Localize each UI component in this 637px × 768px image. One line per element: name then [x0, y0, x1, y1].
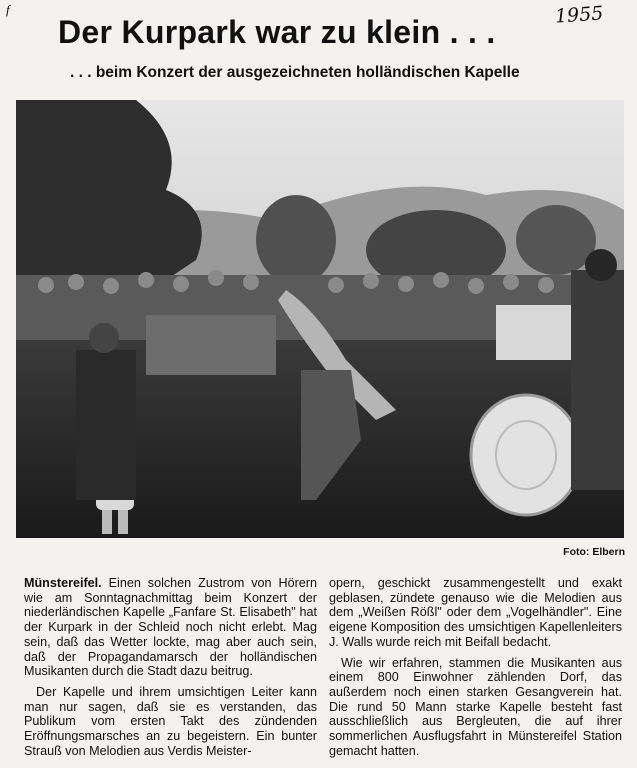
handwritten-year: 1955: [554, 2, 605, 28]
subheadline: . . . beim Konzert der ausgezeichneten holländischen Kapelle: [70, 64, 520, 81]
photo-credit: Foto: Elbern: [563, 546, 625, 558]
article-column-left: [24, 576, 317, 764]
article-column-right: [329, 576, 622, 764]
music-stands: [146, 315, 276, 375]
paragraph-4: Wie wir erfahren, stammen die Musikanten aus einem 800 Einwohner zählenden Dorf, das außerdem noch einen starken Gesangverein hat. Die rund 50 Mann starke Kapelle besteht fast ausschließlich aus Bergleuten, die auf ihrer sommerlichen Ausflugsfahrt in Münstereifel Station gemacht hatten.: [329, 655, 622, 758]
sheet-music: [496, 305, 576, 360]
tree-center: [256, 195, 336, 285]
paragraph-1-text: Einen solchen Zustrom von Hörern wie am Sonntagnachmittag beim Konzert der niederländischen Kapelle „Fanfare St. Elisabeth" hat der Kurpark in der Schleid noch nicht erlebt. Mag sein, daß das Wetter lockte, mag aber auch sein, daß der Propagandamarsch der holländischen Musikanten durch die Stadt dazu beitrug.: [24, 576, 317, 679]
concert-photo-illustration: [16, 100, 624, 538]
paragraph-3: opern, geschickt zusammengestellt und exakt geblasen, zündete genauso wie die Melodien aus dem „Weißen Rößl" oder dem „Vogelhändler". Eine eigene Komposition des umsichtigen Kapellenleiters J. Walls wurde reich mit Beifall bedacht.: [329, 576, 622, 649]
standing-man: [76, 350, 136, 500]
concert-photo: [16, 100, 624, 538]
paragraph-1: [24, 576, 317, 679]
bass-drum: [471, 395, 581, 515]
corner-mark: f: [6, 2, 10, 17]
dateline: Münstereifel.: [24, 576, 102, 590]
paragraph-2: Der Kapelle und ihrem umsichtigen Leiter kann man nur sagen, daß sie es verstanden, das Publikum vom ersten Takt des zündenden Eröffnungsmarsches an zu begeistern. Ein bunter Strauß von Melodien aus Verdis Meister-: [24, 684, 317, 758]
drummer: [571, 270, 624, 490]
article-body: [24, 576, 622, 764]
tree-far-right: [516, 205, 596, 275]
headline: Der Kurpark war zu klein . . .: [58, 14, 496, 50]
